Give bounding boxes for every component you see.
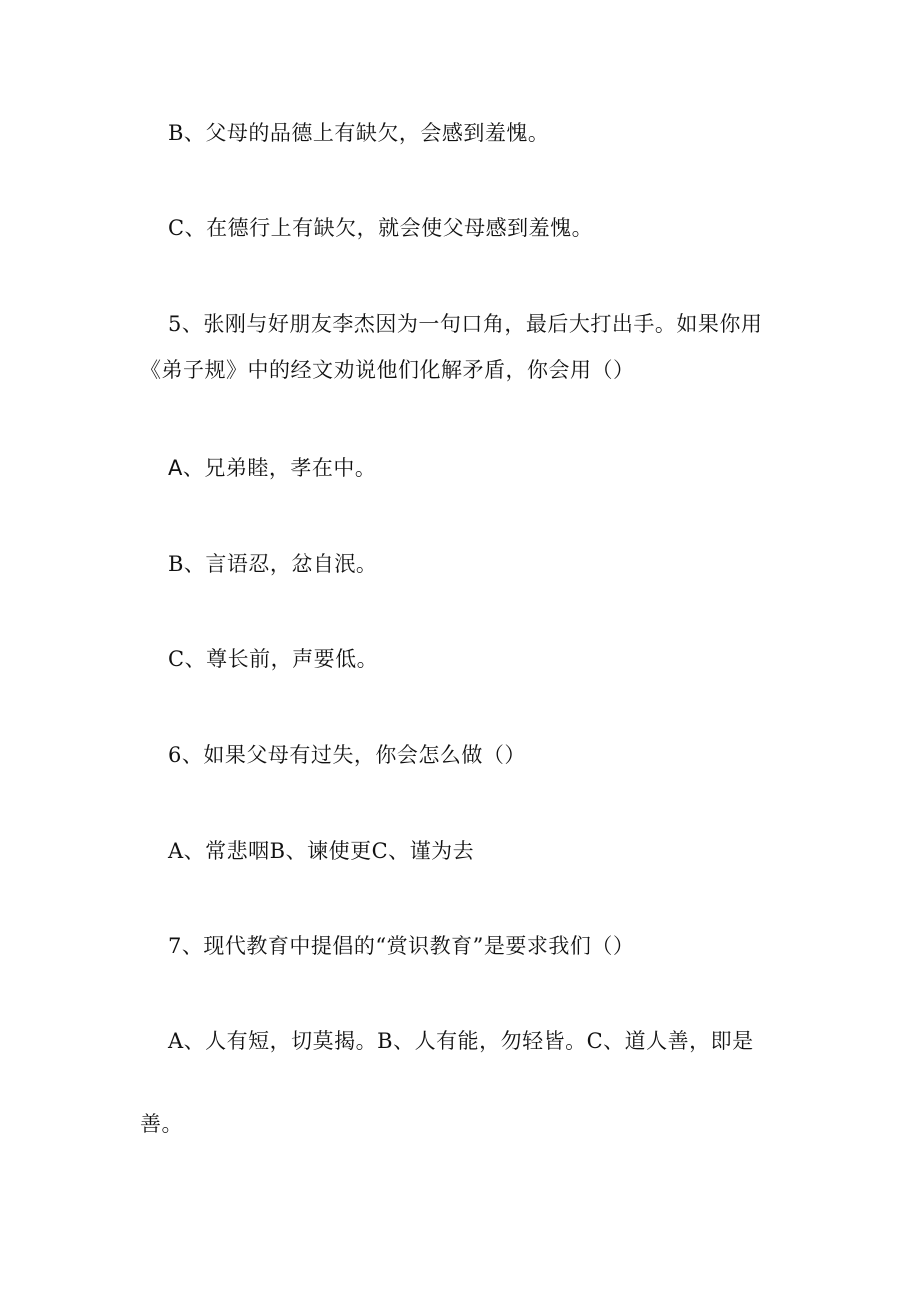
option-b-q5: B、言语忍，忿自泯。 bbox=[168, 552, 378, 576]
options-q7-line-2: 善。 bbox=[140, 1112, 183, 1136]
question-5-line-1: 5、张刚与好朋友李杰因为一句口角，最后大打出手。如果你用 bbox=[168, 312, 763, 336]
option-b-q4: B、父母的品德上有缺欠，会感到羞愧。 bbox=[168, 121, 550, 145]
question-5-line-2: 《弟子规》中的经文劝说他们化解矛盾，你会用（） bbox=[140, 358, 635, 382]
option-c-q5: C、尊长前，声要低。 bbox=[168, 647, 379, 671]
options-q6: A、常悲咽B、谏使更C、谨为去 bbox=[168, 839, 475, 863]
option-a-q5: A、兄弟睦，孝在中。 bbox=[168, 456, 377, 480]
question-7: 7、现代教育中提倡的“赏识教育”是要求我们（） bbox=[168, 934, 635, 958]
option-c-q4: C、在德行上有缺欠，就会使父母感到羞愧。 bbox=[168, 216, 594, 240]
options-q7-line-1: A、人有短，切莫揭。B、人有能，勿轻皆。C、道人善，即是 bbox=[168, 1029, 754, 1053]
question-6: 6、如果父母有过失，你会怎么做（） bbox=[168, 743, 526, 767]
